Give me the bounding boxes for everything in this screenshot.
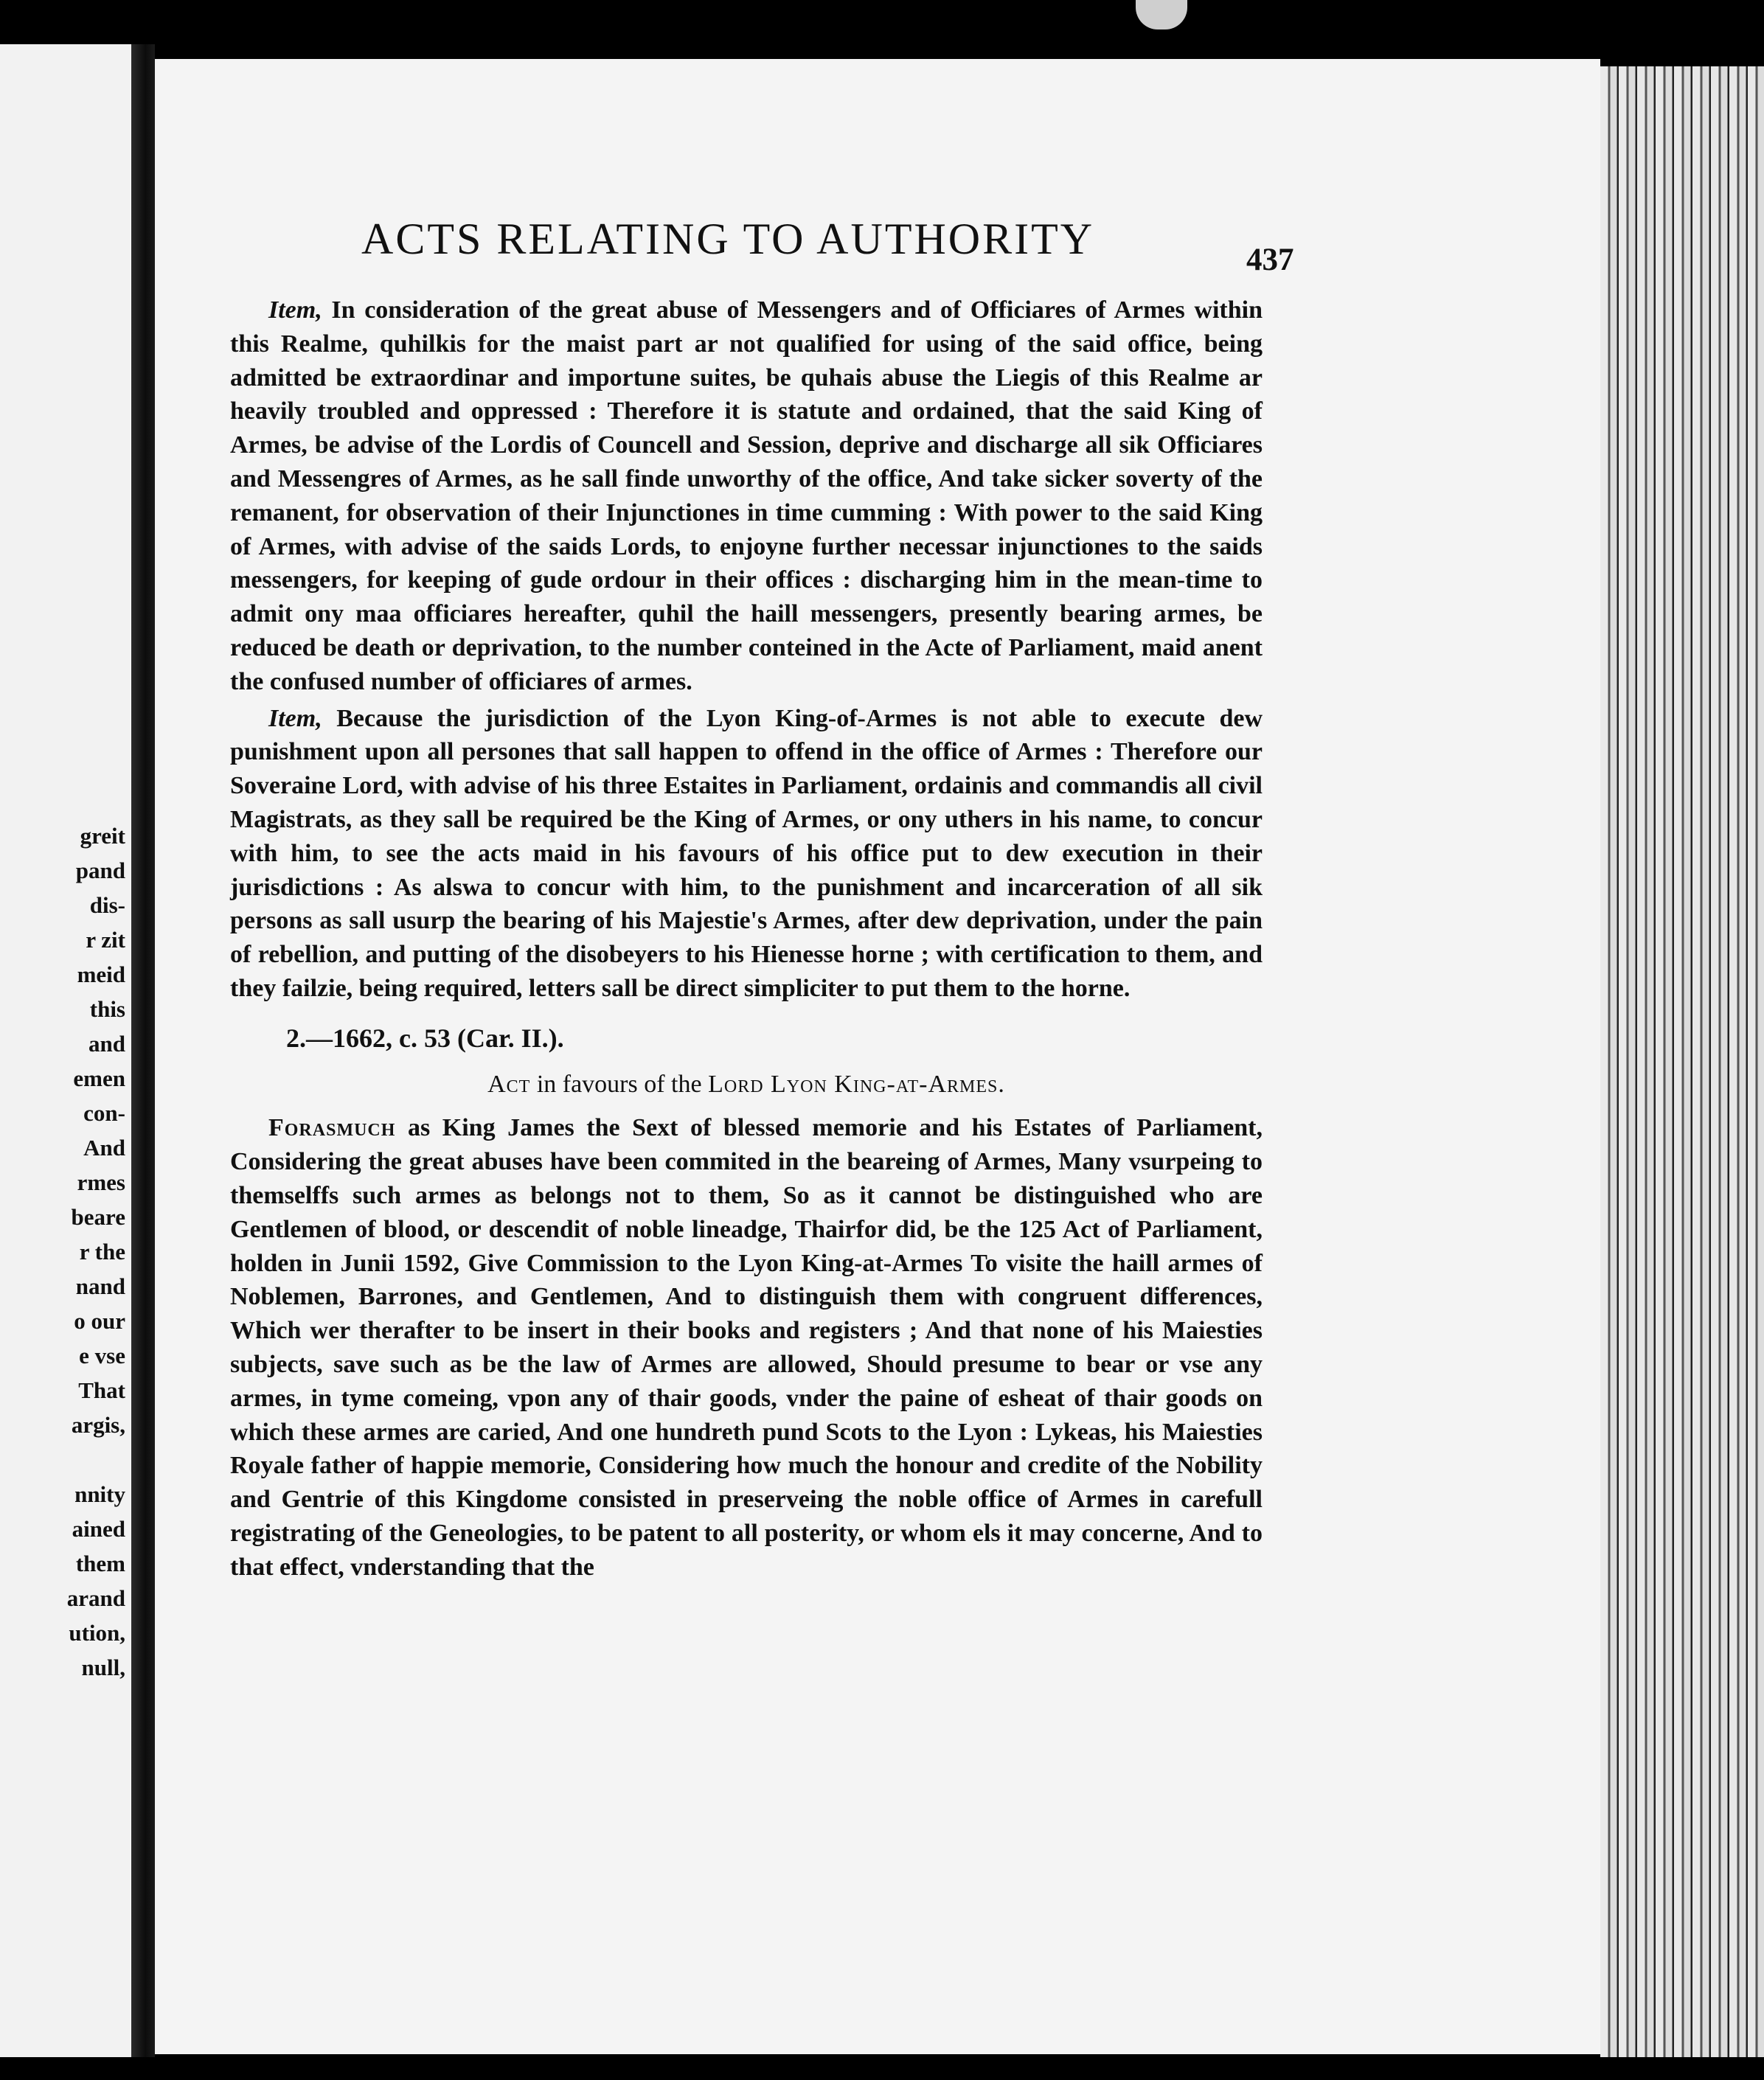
- act-title-lyon: Lord Lyon King-at-Armes.: [708, 1070, 1005, 1098]
- book-gutter: [131, 44, 155, 2057]
- left-fragment-line: nand: [75, 1273, 125, 1299]
- paragraph-lead: Item,: [268, 704, 322, 732]
- act-title: [230, 1068, 1263, 1102]
- page-edges: [1600, 66, 1764, 2057]
- paragraph-text: as King James the Sext of blessed memorie and his Estates of Parliament, Considering the great abuses have been commited in the beareing of Armes, Many vsurpeing to themselffs such armes as belongs not to them, So as it cannot be distinguished who are Gentlemen of blood, or descendit of noble lineadge, Thairfor did, be the 125 Act of Parliament, holden in Junii 1592, Give Commission to the Lyon King-at-Armes To visite the haill armes of Noblemen, Barrones, and Gentlemen, And to distinguish them with congruent differences, Which wer therafter to be insert in their books and registers ; And that none of his Maiesties subjects, save such as be the law of Armes are allowed, Should presume to bear or vse any armes, in tyme comeing, vpon any of thair goods, vnder the paine of esheat of thair goods on which these armes are caried, And one hundreth pund Scots to the Lyon : Lykeas, his Maiesties Royale father of happie memorie, Considering how much the honour and credite of the Nobility and Gentrie of this Kingdome consisted in preserveing the noble office of Armes in carefull registrating of the Geneologies, to be patent to all posterity, or whom els it may concerne, And to that effect, vnderstanding that the: [230, 1114, 1263, 1581]
- left-fragment-line: and: [88, 1031, 125, 1057]
- act-title-middle: in favours of the: [530, 1070, 709, 1098]
- left-fragment-line: r zit: [86, 927, 125, 953]
- paragraph-text: In consideration of the great abuse of Messengers and of Officiares of Armes within this Realme, quhilkis for the maist part ar not qualified for using of the said office, being admitted be extraordinar and importune suites, be quhais abuse the Liegis of this Realme ar heavily troubled and oppressed : Therefore it is statute and ordained, that the said King of Armes, be advise of the Lordis of Councell and Session, deprive and discharge all sik Officiares and Messengres of Armes, as he sall finde unworthy of the office, And take sicker soverty of the remanent, for observation of their Injunctiones in time cumming : With power to the said King of Armes, with advise of the saids Lords, to enjoyne further necessar injunctiones to the saids messengers, for keeping of gude ordour in their offices : discharging him in the mean-time to admit ony maa officiares hereafter, quhil the haill messengers, presently bearing armes, be reduced be death or deprivation, to the number conteined in the Acte of Parliament, maid anent the confused number of officiares of armes.: [230, 296, 1263, 695]
- act-number-heading: 2.—1662, c. 53 (Car. II.).: [286, 1023, 564, 1053]
- body-text: [230, 293, 1263, 1584]
- left-fragment-line: That: [78, 1377, 125, 1403]
- paragraph-item-jurisdiction: [230, 702, 1263, 1006]
- left-fragment-line: arand: [66, 1585, 125, 1611]
- left-fragment-line: argis,: [71, 1412, 125, 1438]
- facing-left-page: [0, 44, 131, 2057]
- left-fragment-line: greit: [80, 823, 125, 849]
- paragraph-lead: Item,: [268, 296, 322, 324]
- left-fragment-line: emen: [73, 1065, 125, 1091]
- left-fragment-line: rmes: [77, 1169, 125, 1195]
- paragraph-item-messengers: [230, 293, 1263, 699]
- left-fragment-line: ained: [72, 1516, 125, 1542]
- paragraph-lead: Forasmuch: [268, 1114, 396, 1142]
- left-fragment-line: beare: [71, 1204, 125, 1230]
- left-fragment-line: e vse: [79, 1343, 125, 1368]
- left-fragment-line: them: [75, 1551, 125, 1576]
- left-fragment-line: this: [89, 996, 125, 1022]
- left-fragment-gap: [0, 1442, 125, 1477]
- paragraph-text: Because the jurisdiction of the Lyon King-of-Armes is not able to execute dew punishment upon all persones that sall happen to offend in the office of Armes : Therefore our Soveraine Lord, with advise of his three Estaites in Parliament, ordainis and commandis all civil Magistrats, as they sall be required be the King of Armes, or ony uthers in his name, to concur with him, to see the acts maid in his favours of his office put to dew execution in their jurisdictions : As alswa to concur with him, to the punishment and incarceration of all sik persons as sall usurp the bearing of his Majestie's Armes, after dew deprivation, under the pain of rebellion, and putting of the disobeyers to his Hienesse horne ; with certification to them, and they failzie, being required, letters sall be direct simpliciter to put them to the horne.: [230, 704, 1263, 1002]
- left-page-text-fragments: [0, 818, 125, 1685]
- paragraph-forasmuch: [230, 1111, 1263, 1584]
- left-fragment-line: null,: [81, 1655, 125, 1680]
- left-fragment-line: o our: [74, 1308, 125, 1334]
- running-head: ACTS RELATING TO AUTHORITY: [361, 215, 1095, 263]
- page-number: 437: [1246, 243, 1294, 277]
- left-fragment-line: nnity: [74, 1481, 125, 1507]
- left-fragment-line: And: [83, 1135, 125, 1161]
- ribbon-marker: [1136, 0, 1187, 29]
- left-fragment-line: meid: [77, 961, 125, 987]
- left-fragment-line: ution,: [69, 1620, 125, 1646]
- left-fragment-line: r the: [79, 1239, 125, 1265]
- left-fragment-line: con-: [83, 1100, 125, 1126]
- left-fragment-line: pand: [75, 858, 125, 883]
- left-fragment-line: dis-: [89, 892, 125, 918]
- act-title-word: Act: [487, 1070, 531, 1098]
